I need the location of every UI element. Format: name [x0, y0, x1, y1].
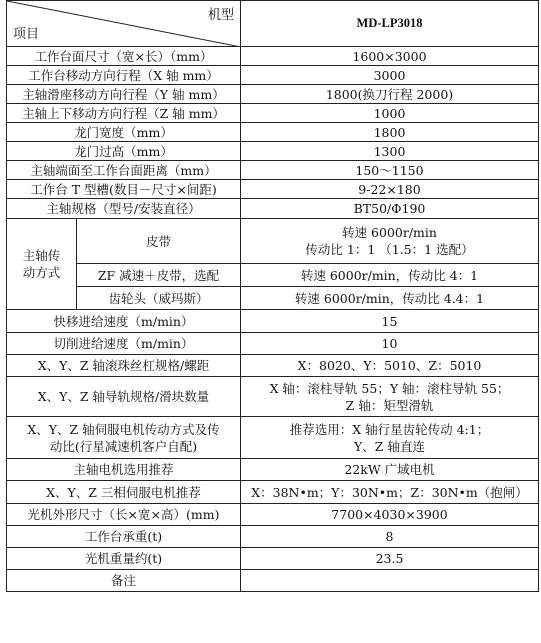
item-value: 10: [241, 333, 539, 355]
table-row: [7, 570, 539, 592]
table-row: [7, 264, 539, 287]
transmission-group-label: [7, 219, 77, 310]
item-value: 15: [241, 310, 539, 333]
value-line: 传动比 1：1 （1.5：1 选配）: [305, 242, 474, 257]
item-value: [241, 377, 539, 417]
item-label: 龙门宽度（mm）: [7, 123, 241, 142]
item-value: 1300: [241, 142, 539, 161]
item-value: 转速 6000r/min，传动比 4.4：1: [241, 287, 539, 310]
value-line: Z 轴：矩型滑轨: [345, 397, 434, 413]
item-value: [241, 219, 539, 264]
item-value: 9-22×180: [241, 180, 539, 199]
table-row: [7, 161, 539, 180]
item-label: 工作台 T 型槽(数目－尺寸×间距): [7, 180, 241, 199]
transmission-label-line: 主轴传: [22, 248, 61, 263]
item-value: 150～1150: [241, 161, 539, 180]
item-label: 光机重量约(t): [7, 548, 241, 570]
table-row: [7, 123, 539, 142]
item-value: 1000: [241, 104, 539, 123]
item-label: 工作台移动方向行程（X 轴 mm）: [7, 66, 241, 85]
table-row: [7, 459, 539, 481]
item-value: [241, 570, 539, 592]
item-label: X、Y、Z 轴滚珠丝杠规格/螺距: [7, 355, 241, 377]
value-line: 推荐选用：X 轴行星齿轮传动 4:1；: [289, 421, 490, 437]
table-row: [7, 333, 539, 355]
label-line: 动比(行星减速机客户自配): [49, 438, 198, 454]
item-value: BT50/Φ190: [241, 199, 539, 219]
table-row: [7, 180, 539, 199]
table-row: [7, 355, 539, 377]
header-model-label: 机型: [207, 8, 234, 23]
item-label: 工作台承重(t): [7, 526, 241, 548]
table-row: [7, 85, 539, 104]
value-line: X 轴：滚柱导轨 55；Y 轴：滚柱导轨 55；: [269, 380, 510, 396]
item-label: 主轴电机选用推荐: [7, 459, 241, 481]
spec-table: [6, 0, 539, 592]
model-name: MD-LP3018: [241, 1, 539, 47]
item-value: [241, 417, 539, 459]
table-row: [7, 219, 539, 264]
table-row: [7, 417, 539, 459]
table-row: [7, 66, 539, 85]
table-row: [7, 377, 539, 417]
table-row: [7, 287, 539, 310]
table-row: [7, 199, 539, 219]
header-diagonal-cell: [7, 1, 241, 47]
table-row: [7, 47, 539, 66]
item-label: 龙门过高（mm）: [7, 142, 241, 161]
header-row: [7, 1, 539, 47]
value-line: Y、Z 轴直连: [354, 438, 425, 454]
value-line: 转速 6000r/min: [342, 225, 437, 240]
item-label: 皮带: [77, 219, 241, 264]
item-value: 7700×4030×3900: [241, 504, 539, 526]
item-value: X：38N•m；Y：30N•m；Z：30N•m（抱闸）: [241, 481, 539, 504]
item-value: 1800: [241, 123, 539, 142]
item-value: 8: [241, 526, 539, 548]
item-value: X：8020、Y：5010、Z：5010: [241, 355, 539, 377]
label-line: X、Y、Z 轴伺服电机传动方式及传: [27, 421, 220, 437]
table-row: [7, 310, 539, 333]
item-label: 主轴规格（型号/安装直径）: [7, 199, 241, 219]
item-label: X、Y、Z 三相伺服电机推荐: [7, 481, 241, 504]
diagonal-divider: [7, 1, 241, 47]
table-row: [7, 104, 539, 123]
table-row: [7, 142, 539, 161]
item-label: 快移进给速度（m/min）: [7, 310, 241, 333]
item-label: ZF 减速＋皮带，选配: [77, 264, 241, 287]
item-label: X、Y、Z 轴导轨规格/滑块数量: [7, 377, 241, 417]
item-label: 主轴上下移动方向行程（Z 轴 mm）: [7, 104, 241, 123]
item-value: 1600×3000: [241, 47, 539, 66]
item-label: 切削进给速度（m/min）: [7, 333, 241, 355]
item-label: [7, 417, 241, 459]
item-label: 光机外形尺寸（长×宽×高）(mm): [7, 504, 241, 526]
item-value: 23.5: [241, 548, 539, 570]
header-item-label: 项目: [13, 27, 40, 42]
table-row: [7, 504, 539, 526]
table-row: [7, 548, 539, 570]
item-label: 主轴滑座移动方向行程（Y 轴 mm）: [7, 85, 241, 104]
item-value: 22kW 广域电机: [241, 459, 539, 481]
transmission-label-line: 动方式: [22, 265, 61, 280]
item-label: 备注: [7, 570, 241, 592]
item-value: 1800(换刀行程 2000): [241, 85, 539, 104]
item-label: 齿轮头（威玛斯）: [77, 287, 241, 310]
table-row: [7, 526, 539, 548]
item-label: 主轴端面至工作台面距离（mm）: [7, 161, 241, 180]
item-label: 工作台面尺寸（宽×长）（mm）: [7, 47, 241, 66]
item-value: 转速 6000r/min，传动比 4：1: [241, 264, 539, 287]
table-row: [7, 481, 539, 504]
item-value: 3000: [241, 66, 539, 85]
